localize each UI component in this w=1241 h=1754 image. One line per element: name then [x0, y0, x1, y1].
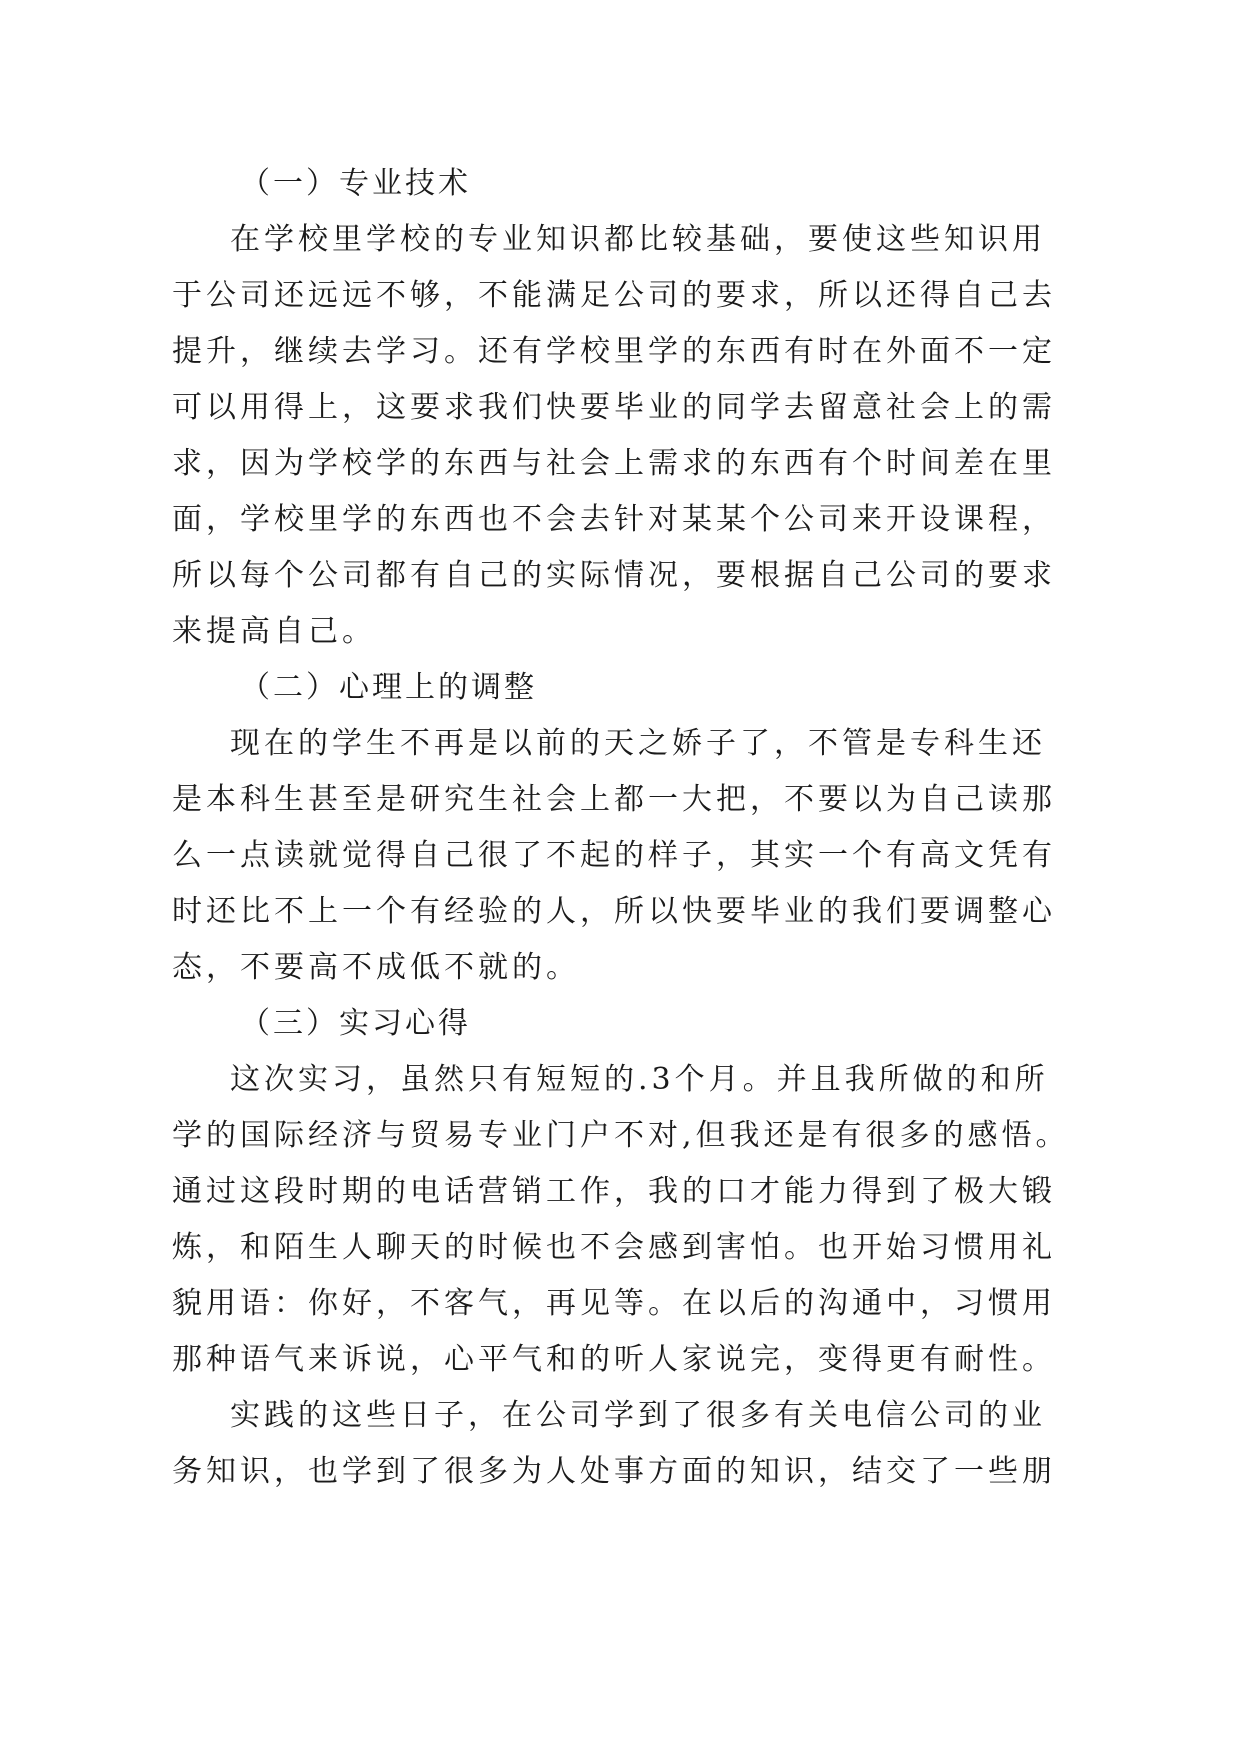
- section-heading-3: （三）实习心得: [240, 1006, 471, 1041]
- paragraph-line: 在学校里学校的专业知识都比较基础，要使这些知识用: [230, 222, 1046, 257]
- paragraph-line: 所以每个公司都有自己的实际情况，要根据自己公司的要求: [172, 558, 1056, 593]
- paragraph-line: 于公司还远远不够，不能满足公司的要求，所以还得自己去: [172, 278, 1056, 313]
- paragraph-line: 可以用得上，这要求我们快要毕业的同学去留意社会上的需: [172, 390, 1056, 425]
- paragraph-line: 态，不要高不成低不就的。: [172, 950, 580, 985]
- paragraph-line: 实践的这些日子，在公司学到了很多有关电信公司的业: [230, 1398, 1046, 1433]
- paragraph-line: 面，学校里学的东西也不会去针对某某个公司来开设课程，: [172, 502, 1056, 537]
- paragraph-line: 学的国际经济与贸易专业门户不对,但我还是有很多的感悟。: [172, 1118, 1070, 1153]
- paragraph-line: 貌用语：你好，不客气，再见等。在以后的沟通中，习惯用: [172, 1286, 1056, 1321]
- paragraph-line: 炼，和陌生人聊天的时候也不会感到害怕。也开始习惯用礼: [172, 1230, 1056, 1265]
- paragraph-line: 通过这段时期的电话营销工作，我的口才能力得到了极大锻: [172, 1174, 1056, 1209]
- paragraph-line: 来提高自己。: [172, 614, 376, 649]
- paragraph-line: 时还比不上一个有经验的人，所以快要毕业的我们要调整心: [172, 894, 1056, 929]
- paragraph-line: 那种语气来诉说，心平气和的听人家说完，变得更有耐性。: [172, 1342, 1056, 1377]
- paragraph-line: 这次实习，虽然只有短短的.3个月。并且我所做的和所: [230, 1062, 1049, 1097]
- section-heading-1: （一）专业技术: [240, 166, 471, 201]
- paragraph-line: 务知识，也学到了很多为人处事方面的知识，结交了一些朋: [172, 1454, 1056, 1489]
- paragraph-line: 现在的学生不再是以前的天之娇子了，不管是专科生还: [230, 726, 1046, 761]
- paragraph-line: 是本科生甚至是研究生社会上都一大把，不要以为自己读那: [172, 782, 1056, 817]
- paragraph-line: 求，因为学校学的东西与社会上需求的东西有个时间差在里: [172, 446, 1056, 481]
- paragraph-line: 么一点读就觉得自己很了不起的样子，其实一个有高文凭有: [172, 838, 1056, 873]
- section-heading-2: （二）心理上的调整: [240, 670, 537, 705]
- paragraph-line: 提升，继续去学习。还有学校里学的东西有时在外面不一定: [172, 334, 1056, 369]
